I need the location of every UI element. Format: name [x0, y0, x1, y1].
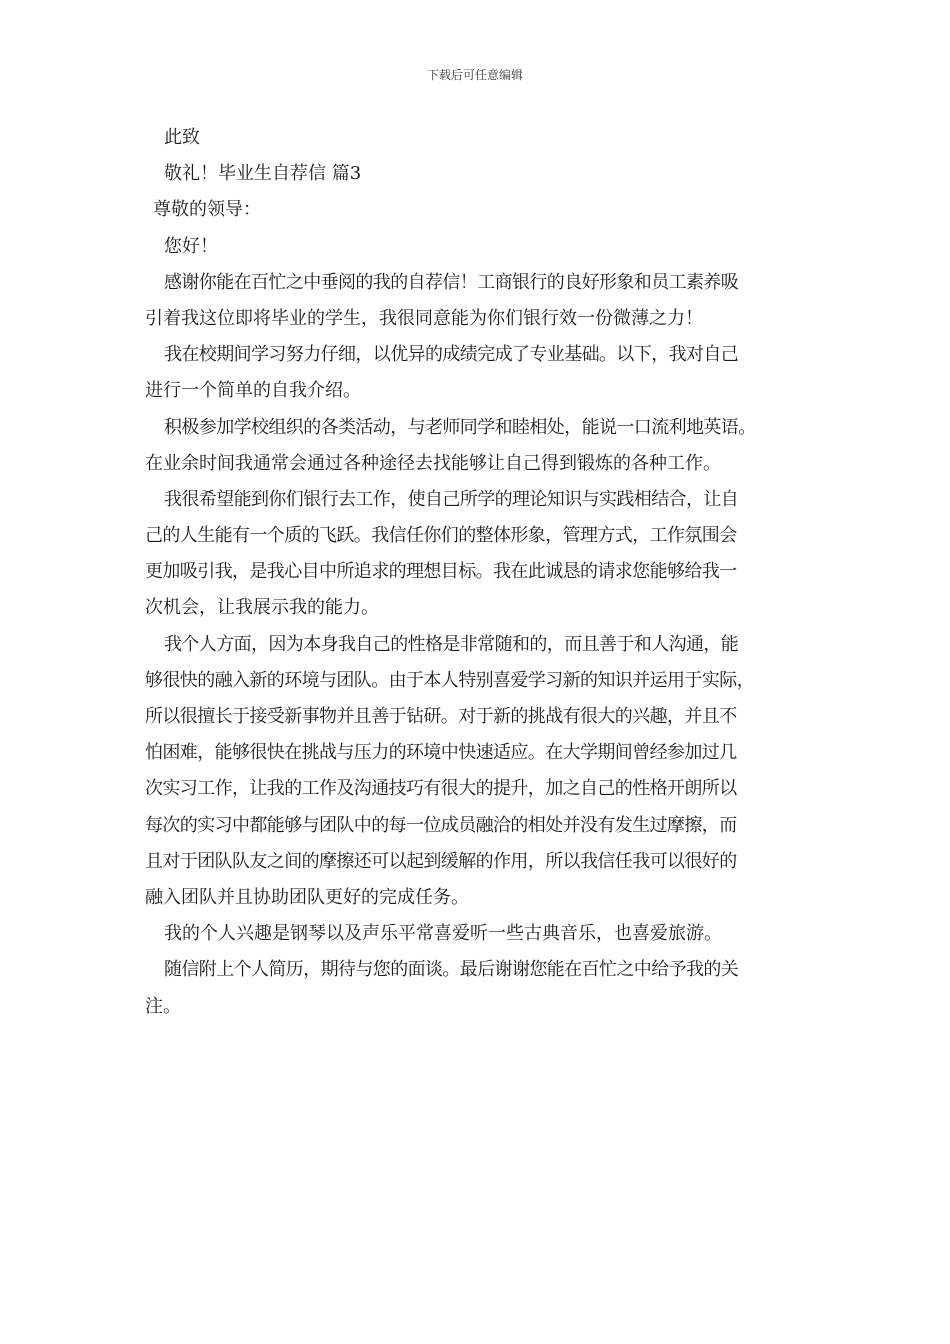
paragraph-line: 积极参加学校组织的各类活动，与老师同学和睦相处，能说一口流利地英语。 — [164, 416, 756, 438]
paragraph-line: 次实习工作，让我的工作及沟通技巧有很大的提升，加之自己的性格开朗所以 — [145, 778, 737, 800]
paragraph-line: 我很希望能到你们银行去工作，使自己所学的理论知识与实践相结合，让自 — [164, 488, 739, 510]
paragraph-line: 注。 — [145, 995, 181, 1017]
paragraph-line: 更加吸引我，是我心目中所追求的理想目标。我在此诚恳的请求您能够给我一 — [145, 561, 737, 583]
salutation: 尊敬的领导： — [153, 199, 261, 221]
paragraph-line: 感谢你能在百忙之中垂阅的我的自荐信！工商银行的良好形象和员工素养吸 — [164, 271, 739, 293]
paragraph-line: 引着我这位即将毕业的学生，我很同意能为你们银行效一份微薄之力！ — [145, 307, 703, 329]
paragraph-line: 怕困难，能够很快在挑战与压力的环境中快速适应。在大学期间曾经参加过几 — [145, 742, 737, 764]
closing-line-1: 此致 — [164, 127, 200, 148]
closing-line-2-section-title: 敬礼！毕业生自荐信 篇3 — [164, 163, 362, 185]
page-header: 下载后可任意编辑 — [426, 68, 523, 82]
paragraph-line: 融入团队并且协助团队更好的完成任务。 — [145, 886, 469, 908]
paragraph-line: 我的个人兴趣是钢琴以及声乐平常喜爱听一些古典音乐，也喜爱旅游。 — [164, 923, 722, 945]
paragraph-line: 我个人方面，因为本身我自己的性格是非常随和的，而且善于和人沟通，能 — [164, 633, 739, 655]
paragraph-line: 所以很擅长于接受新事物并且善于钻研。对于新的挑战有很大的兴趣，并且不 — [145, 706, 737, 727]
paragraph-line: 每次的实习中都能够与团队中的每一位成员融洽的相处并没有发生过摩擦，而 — [145, 814, 737, 836]
paragraph-line: 进行一个简单的自我介绍。 — [145, 380, 361, 402]
letter-body — [145, 120, 825, 1025]
paragraph-line: 且对于团队队友之间的摩擦还可以起到缓解的作用，所以我信任我可以很好的 — [145, 850, 737, 872]
paragraph-line: 我在校期间学习努力仔细，以优异的成绩完成了专业基础。以下，我对自己 — [164, 344, 739, 366]
paragraph-line: 己的人生能有一个质的飞跃。我信任你们的整体形象，管理方式，工作氛围会 — [145, 525, 737, 547]
paragraph-line: 次机会，让我展示我的能力。 — [145, 597, 379, 619]
paragraph-line: 够很快的融入新的环境与团队。由于本人特别喜爱学习新的知识并运用于实际， — [145, 669, 754, 691]
paragraph-line: 在业余时间我通常会通过各种途径去找能够让自己得到锻炼的各种工作。 — [145, 452, 721, 474]
greeting: 您好！ — [164, 235, 218, 257]
paragraph-line: 随信附上个人简历，期待与您的面谈。最后谢谢您能在百忙之中给予我的关 — [164, 959, 739, 981]
